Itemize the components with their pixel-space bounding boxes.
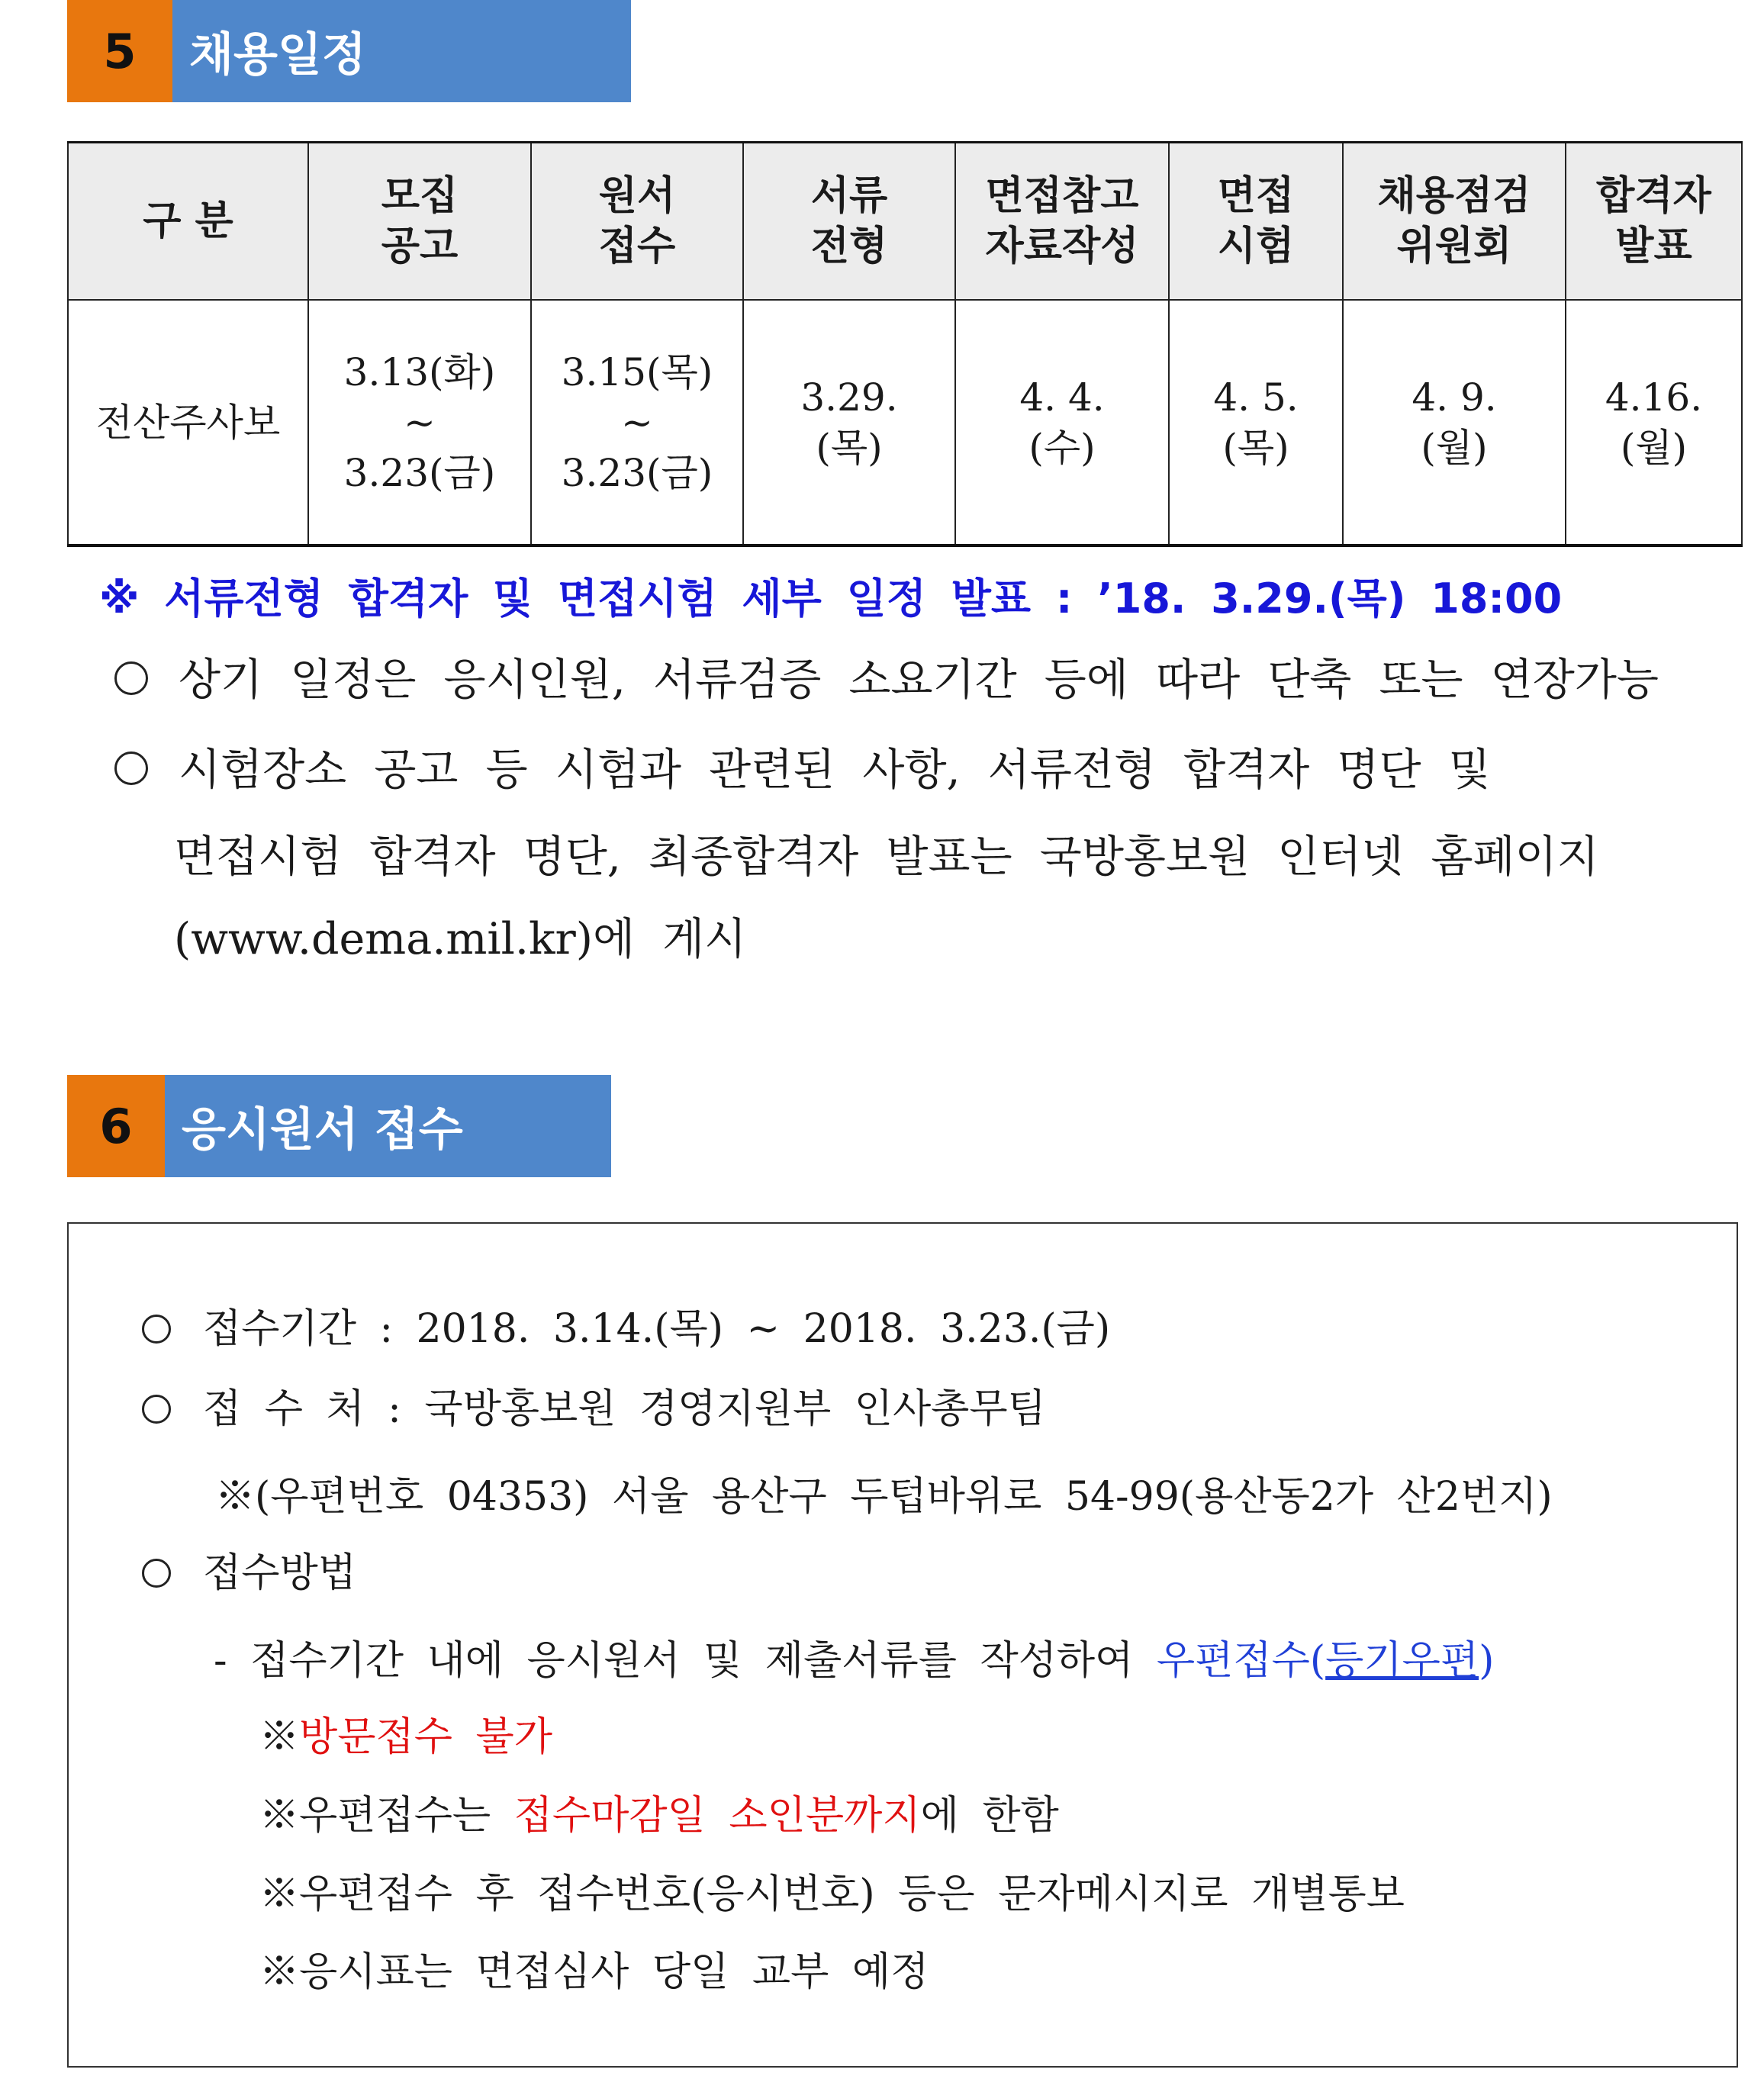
- schedule-table: [67, 141, 1743, 547]
- cell-position: 전산주사보: [68, 300, 308, 545]
- header-review-committee: 채용점검 위원회: [1343, 143, 1566, 301]
- circle-bullet-icon: [142, 1315, 171, 1344]
- cell-document-screening: 3.29. (목): [743, 300, 955, 545]
- highlight-note: ※ 서류전형 합격자 및 면접시험 세부 일정 발표 : ’18. 3.29.(목) 18:00: [99, 574, 1563, 623]
- header-category: 구 분: [68, 143, 308, 301]
- application-info-box: [67, 1222, 1738, 2068]
- header-recruit-notice: 모집 공고: [308, 143, 531, 301]
- bullet-continuation: 면접시험 합격자 명단, 최종합격자 발표는 국방홍보원 인터넷 홈페이지: [174, 832, 1599, 882]
- section-title: 채용일정: [172, 0, 631, 102]
- header-announcement: 합격자 발표: [1566, 143, 1742, 301]
- application-period: 접수기간 : 2018. 3.14.(목) ~ 2018. 3.23.(금): [142, 1296, 1110, 1353]
- application-place: 접 수 처 : 국방홍보원 경영지원부 인사총무팀: [142, 1376, 1046, 1434]
- bullet-announcement: [114, 735, 1491, 797]
- header-application: 원서 접수: [531, 143, 743, 301]
- header-interview-material: 면접참고 자료작성: [955, 143, 1169, 301]
- cell-interview: 4. 5. (목): [1169, 300, 1343, 545]
- section-number: 5: [67, 0, 172, 102]
- circle-bullet-icon: [142, 1559, 171, 1588]
- note-ticket: ※응시표는 면접심사 당일 교부 예정: [259, 1949, 929, 1995]
- section-number: 6: [67, 1075, 165, 1177]
- section-title: 응시원서 접수: [165, 1075, 611, 1177]
- bullet-text: 시험장소 공고 등 시험과 관련된 사항, 서류전형 합격자 명단 및: [179, 745, 1491, 795]
- section-6-header: [67, 1075, 611, 1177]
- note-postmark: ※우편접수는 접수마감일 소인분까지에 한함: [259, 1793, 1059, 1839]
- application-method-label: 접수방법: [142, 1540, 356, 1598]
- table-header-row: [68, 143, 1742, 301]
- cell-interview-material: 4. 4. (수): [955, 300, 1169, 545]
- cell-recruit-notice: 3.13(화) ~ 3.23(금): [308, 300, 531, 545]
- note-no-visit: ※방문접수 불가: [259, 1714, 552, 1760]
- header-document-screening: 서류 전형: [743, 143, 955, 301]
- application-method-line: - 접수기간 내에 응시원서 및 제출서류를 작성하여 우편접수(등기우편): [214, 1638, 1495, 1684]
- bullet-text: 상기 일정은 응시인원, 서류검증 소요기간 등에 따라 단축 또는 연장가능: [179, 655, 1659, 705]
- table-row: [68, 300, 1742, 545]
- bullet-schedule-change: [114, 645, 1659, 707]
- circle-bullet-icon: [114, 661, 148, 695]
- circle-bullet-icon: [114, 751, 148, 785]
- bullet-continuation: (www.dema.mil.kr)에 게시: [174, 914, 747, 964]
- postal-address: ※(우편번호 04353) 서울 용산구 두텁바위로 54-99(용산동2가 산2번지): [215, 1474, 1553, 1520]
- cell-announcement: 4.16. (월): [1566, 300, 1742, 545]
- header-interview: 면접 시험: [1169, 143, 1343, 301]
- cell-review-committee: 4. 9. (월): [1343, 300, 1566, 545]
- note-sms: ※우편접수 후 접수번호(응시번호) 등은 문자메시지로 개별통보: [259, 1871, 1405, 1917]
- circle-bullet-icon: [142, 1395, 171, 1424]
- cell-application: 3.15(목) ~ 3.23(금): [531, 300, 743, 545]
- section-5-header: [67, 0, 631, 102]
